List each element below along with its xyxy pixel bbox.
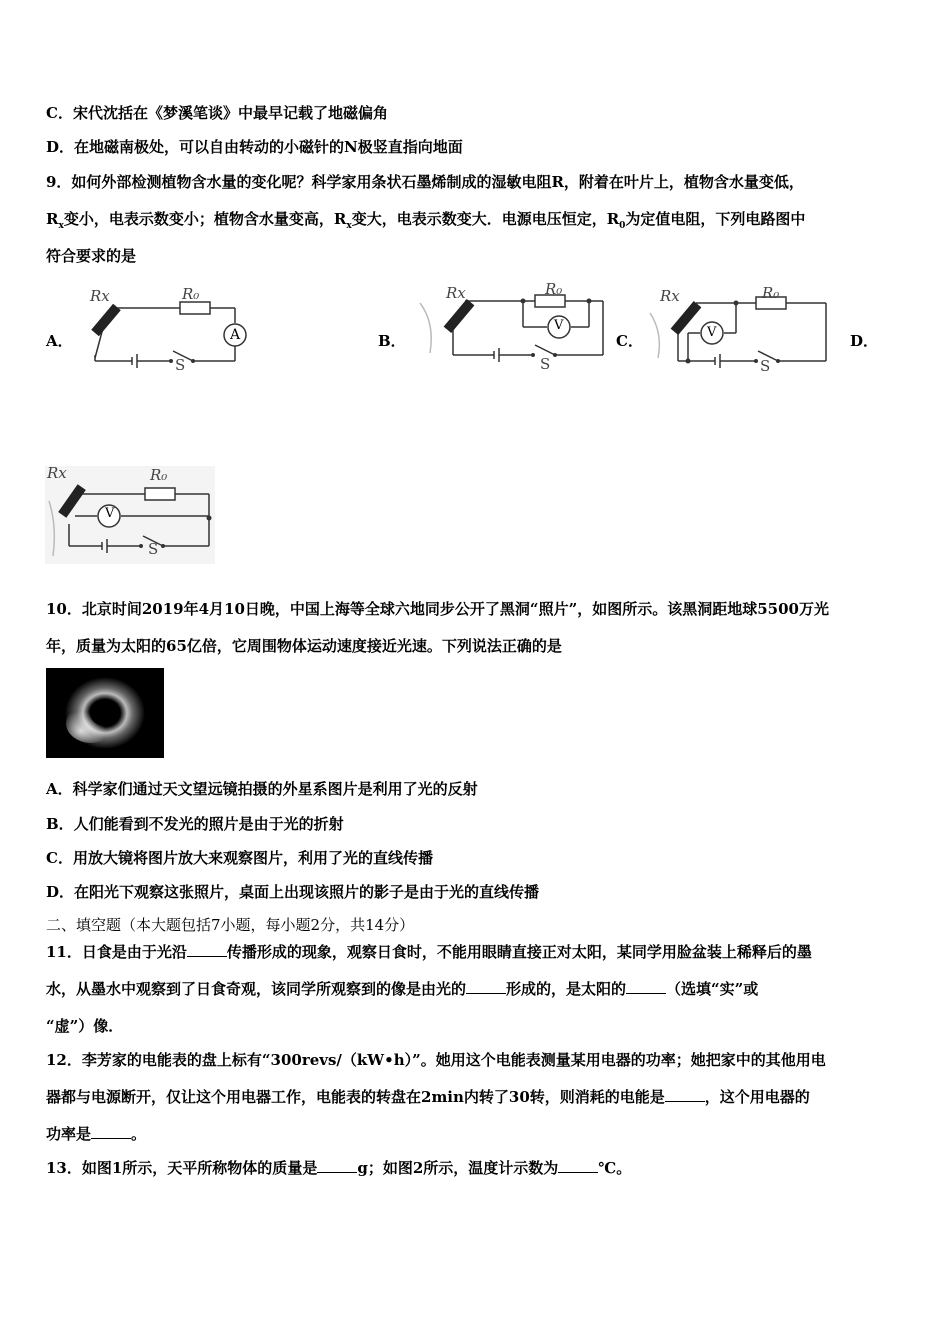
q10-option-b: B．人们能看到不发光的照片是由于光的折射 xyxy=(46,815,344,833)
answer-blank[interactable] xyxy=(665,1087,705,1102)
q11-stem-line1: 11．日食是由于光沿 传播形成的现象，观察日食时，不能用眼睛直接正对太阳，某同学用脸盆装上稀释后的墨 xyxy=(46,943,812,961)
answer-blank[interactable] xyxy=(558,1158,598,1173)
circuit-d-diagram xyxy=(45,466,215,564)
q12-stem-line2: 器都与电源断开，仅让这个用电器工作，电能表的转盘在2min内转了30转，则消耗的电能是 ，这个用电器的 xyxy=(46,1088,810,1106)
circuit-b-r0-label: R₀ xyxy=(545,280,563,298)
q9-option-c-label: C． xyxy=(616,332,643,350)
answer-blank[interactable] xyxy=(187,942,227,957)
circuit-b-rx-label: Rx xyxy=(446,284,466,302)
voltmeter-icon: V xyxy=(105,506,115,521)
q9-stem-line3: 符合要求的是 xyxy=(46,247,137,265)
answer-blank[interactable] xyxy=(626,979,666,994)
circuit-a-r0-label: R₀ xyxy=(182,285,200,303)
q13-stem-line1: 13．如图1所示，天平所称物体的质量是 g；如图2所示，温度计示数为 ℃。 xyxy=(46,1159,632,1177)
q11-stem-line3: “虚”）像． xyxy=(46,1017,124,1035)
circuit-a-rx-label: Rx xyxy=(90,287,110,305)
q11-stem-line2: 水，从墨水中观察到了日食奇观，该同学所观察到的像是由光的 形成的，是太阳的 （选填“实”或 xyxy=(46,980,759,998)
q9-stem-line1: 9．如何外部检测植物含水量的变化呢？科学家用条状石墨烯制成的湿敏电阻R，附着在叶片上，植物含水量变低， xyxy=(46,173,804,191)
q10-option-a: A．科学家们通过天文望远镜拍摄的外星系图片是利用了光的反射 xyxy=(46,780,478,798)
q9-option-d-label: D． xyxy=(850,332,879,350)
circuit-b-switch-label: S xyxy=(540,355,551,373)
q10-stem-line2: 年，质量为太阳的65亿倍，它周围物体运动速度接近光速。下列说法正确的是 xyxy=(46,637,562,655)
circuit-a-switch-label: S xyxy=(175,356,186,374)
answer-blank[interactable] xyxy=(466,979,506,994)
q9-option-a-label: A． xyxy=(46,332,73,350)
q9-stem-line2: $R_x$变小，电表示数变小；植物含水量变高，$R_x$变大，电表示数变大．电源电压恒定，$R_0$为定值电阻，下列电路图中 xyxy=(46,210,806,231)
circuit-d-switch-label: S xyxy=(148,540,159,558)
q10-option-d: D．在阳光下观察这张照片，桌面上出现该照片的影子是由于光的直线传播 xyxy=(46,883,540,901)
q12-stem-line1: 12．李芳家的电能表的盘上标有“300revs/（kW•h）”。她用这个电能表测量某用电器的功率；她把家中的其他用电 xyxy=(46,1051,826,1069)
section-2-title: 二、填空题（本大题包括7小题，每小题2分，共14分） xyxy=(46,916,415,934)
voltmeter-icon: V xyxy=(554,318,564,333)
q8-option-c: C．宋代沈括在《梦溪笔谈》中最早记载了地磁偏角 xyxy=(46,104,388,122)
circuit-c-switch-label: S xyxy=(760,357,771,375)
q10-stem-line1: 10．北京时间2019年4月10日晚，中国上海等全球六地同步公开了黑洞“照片”，如图所示。该黑洞距地球5500万光 xyxy=(46,600,829,618)
q8-option-d: D．在地磁南极处，可以自由转动的小磁针的N极竖直指向地面 xyxy=(46,138,463,156)
q9-option-b-label: B． xyxy=(378,332,406,350)
answer-blank[interactable] xyxy=(317,1158,357,1173)
circuit-d-rx-label: Rx xyxy=(47,464,67,482)
q12-stem-line3: 功率是 。 xyxy=(46,1125,147,1143)
ammeter-icon: A xyxy=(230,327,241,343)
q10-option-c: C．用放大镜将图片放大来观察图片，利用了光的直线传播 xyxy=(46,849,433,867)
circuit-c-r0-label: R₀ xyxy=(762,284,780,302)
black-hole-image xyxy=(46,668,164,758)
circuit-c-rx-label: Rx xyxy=(660,287,680,305)
voltmeter-icon: V xyxy=(707,325,717,340)
circuit-d-r0-label: R₀ xyxy=(150,466,168,484)
circuit-b-diagram xyxy=(415,283,610,383)
answer-blank[interactable] xyxy=(91,1124,131,1139)
